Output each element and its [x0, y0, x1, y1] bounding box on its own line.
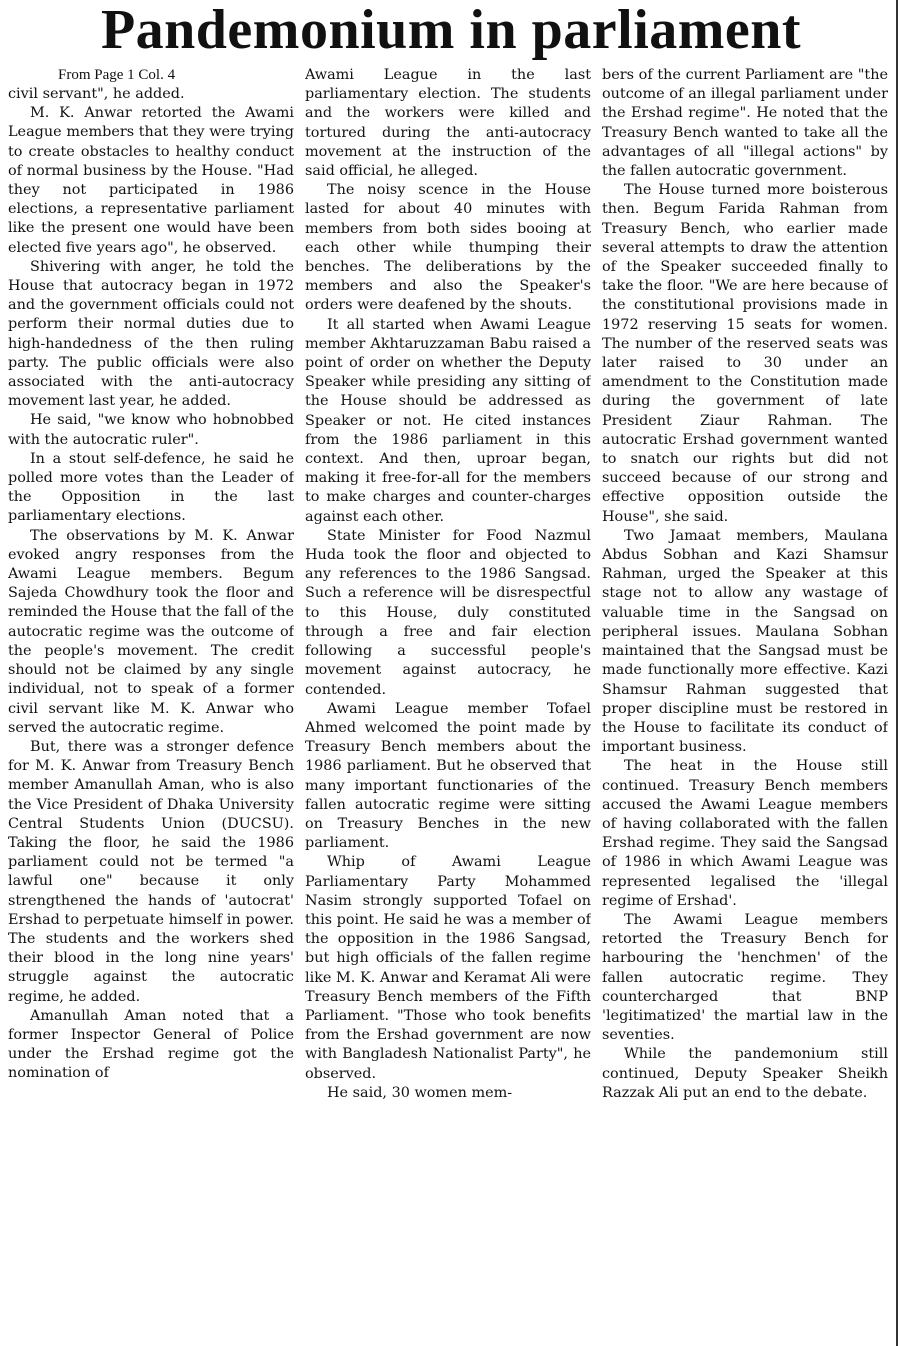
article-column-1 — [8, 66, 294, 1336]
paragraph: Whip of Awami League Parliamentary Party Mohammed Nasim strongly supported Tofael on this point. He said he was a member of the opposition in the 1986 Sangsad, but high officials of the fallen regime like M. K. Anwar and Keramat Ali were Treasury Bench members of the Fifth Parliament. "Those who took benefits from the Ershad government are now with Bangladesh Nationalist Party", he observed. — [305, 854, 591, 1082]
article-column-3 — [602, 66, 888, 1336]
jump-line: From Page 1 Col. 4 — [58, 67, 176, 83]
paragraph: The Awami League members retorted the Treasury Bench for harbouring the 'henchmen' of the fallen autocratic regime. They countercharged that BNP 'legitimatized' the martial law in the seventies. — [602, 911, 888, 1044]
paragraph: Amanullah Aman noted that a former Inspector General of Police under the Ershad regime got the nomination of — [8, 1007, 294, 1082]
paragraph: But, there was a stronger defence for M. K. Anwar from Treasury Bench member Amanullah Aman, who is also the Vice President of Dhaka University Central Students Union (DUCSU). Taking the floor, he said the 1986 parliament could not be termed "a lawful one" because it only strengthened the hands of 'autocrat' Ershad to perpetuate himself in power. The students and the workers shed their blood in the long nine years' struggle against the autocratic regime, he added. — [8, 738, 294, 1005]
column-rule — [896, 0, 898, 1346]
paragraph: He said, 30 women mem- — [327, 1084, 513, 1101]
paragraph: The heat in the House still continued. Treasury Bench members accused the Awami League members of having collaborated with the fallen Ershad regime. They said the Sangsad of 1986 in which Awami League was represented legalised the 'illegal regime of Ershad'. — [602, 758, 888, 909]
paragraph: The noisy scence in the House lasted for about 40 minutes with members from both sides booing at each other while thumping their benches. The deliberations by the members and also the Speaker's orders were deafened by the shouts. — [305, 182, 591, 314]
paragraph: Awami League member Tofael Ahmed welcomed the point made by Treasury Bench members about the 1986 parliament. But he observed that many important functionaries of the fallen autocratic regime were sitting on Treasury Benches in the new parliament. — [305, 700, 591, 852]
paragraph: He said, "we know who hobnobbed with the autocratic ruler". — [8, 412, 294, 448]
article-column-2 — [305, 66, 591, 1336]
paragraph: In a stout self-defence, he said he polled more votes than the Leader of the Opposition in the last parliamentary elections. — [8, 450, 294, 525]
paragraph: It all started when Awami League member Akhtaruzzaman Babu raised a point of order on whether the Deputy Speaker while presiding any sitting of the House should be addressed as Speaker or not. He cited instances from the 1986 parliament in this context. And then, uproar began, making it free-for-all for the members to make charges and counter-charges against each other. — [305, 316, 591, 525]
paragraph: civil servant", he added. — [8, 86, 185, 102]
headline: Pandemonium in parliament — [100, 0, 802, 61]
paragraph: M. K. Anwar retorted the Awami League members that they were trying to create obstacles to healthy conduct of normal business by the House. "Had they not participated in 1986 elections, a representative parliament like the present one would have been elected five years ago", he observed. — [8, 105, 294, 256]
paragraph: Shivering with anger, he told the House that autocracy began in 1972 and the government officials could not perform their normal duties due to high-handedness of the then ruling party. The public officials were also associated with the anti-autocracy movement last year, he added. — [8, 258, 294, 410]
paragraph: While the pandemonium still continued, Deputy Speaker Sheikh Razzak Ali put an end to the debate. — [602, 1046, 888, 1101]
article-body — [8, 66, 888, 1342]
paragraph: State Minister for Food Nazmul Huda took the floor and objected to any references to the 1986 Sangsad. Such a reference will be disrespectful to this House, duly constituted through a free and fair election following a successful people's movement against autocracy, he contended. — [305, 527, 591, 698]
paragraph: Two Jamaat members, Maulana Abdus Sobhan and Kazi Shamsur Rahman, urged the Speaker at this stage not to allow any wastage of valuable time in the Sangsad on peripheral issues. Maulana Sobhan maintained that the Sangsad must be made functionally more effective. Kazi Shamsur Rahman suggested that proper discipline must be restored in the House to facilitate its conduct of important business. — [602, 527, 888, 756]
paragraph: Awami League in the last parliamentary election. The students and the workers were killed and tortured during the anti-autocracy movement at the instruction of the said official, he alleged. — [305, 67, 591, 180]
paragraph: The observations by M. K. Anwar evoked angry responses from the Awami League members. Begum Sajeda Chowdhury took the floor and reminded the House that the fall of the autocratic regime was the outcome of the people's movement. The credit should not be claimed by any single individual, not to speak of a former civil servant like M. K. Anwar who served the autocratic regime. — [8, 527, 294, 736]
paragraph: bers of the current Parliament are "the outcome of an illegal parliament under the Ershad regime". He noted that the Treasury Bench wanted to take all the advantages of all "illegal actions" by the fallen autocratic government. — [602, 67, 888, 180]
paragraph: The House turned more boisterous then. Begum Farida Rahman from Treasury Bench, who earlier made several attempts to draw the attention of the Speaker succeeded finally to take the floor. "We are here because of the constitutional provisions made in 1972 reserving 15 seats for women. The number of the reserved seats was later raised to 30 under an amendment to the Constitution made during the government of late President Ziaur Rahman. The autocratic Ershad government wanted to snatch our rights but did not succeed because of our strong and effective opposition outside the House", she said. — [602, 182, 888, 525]
